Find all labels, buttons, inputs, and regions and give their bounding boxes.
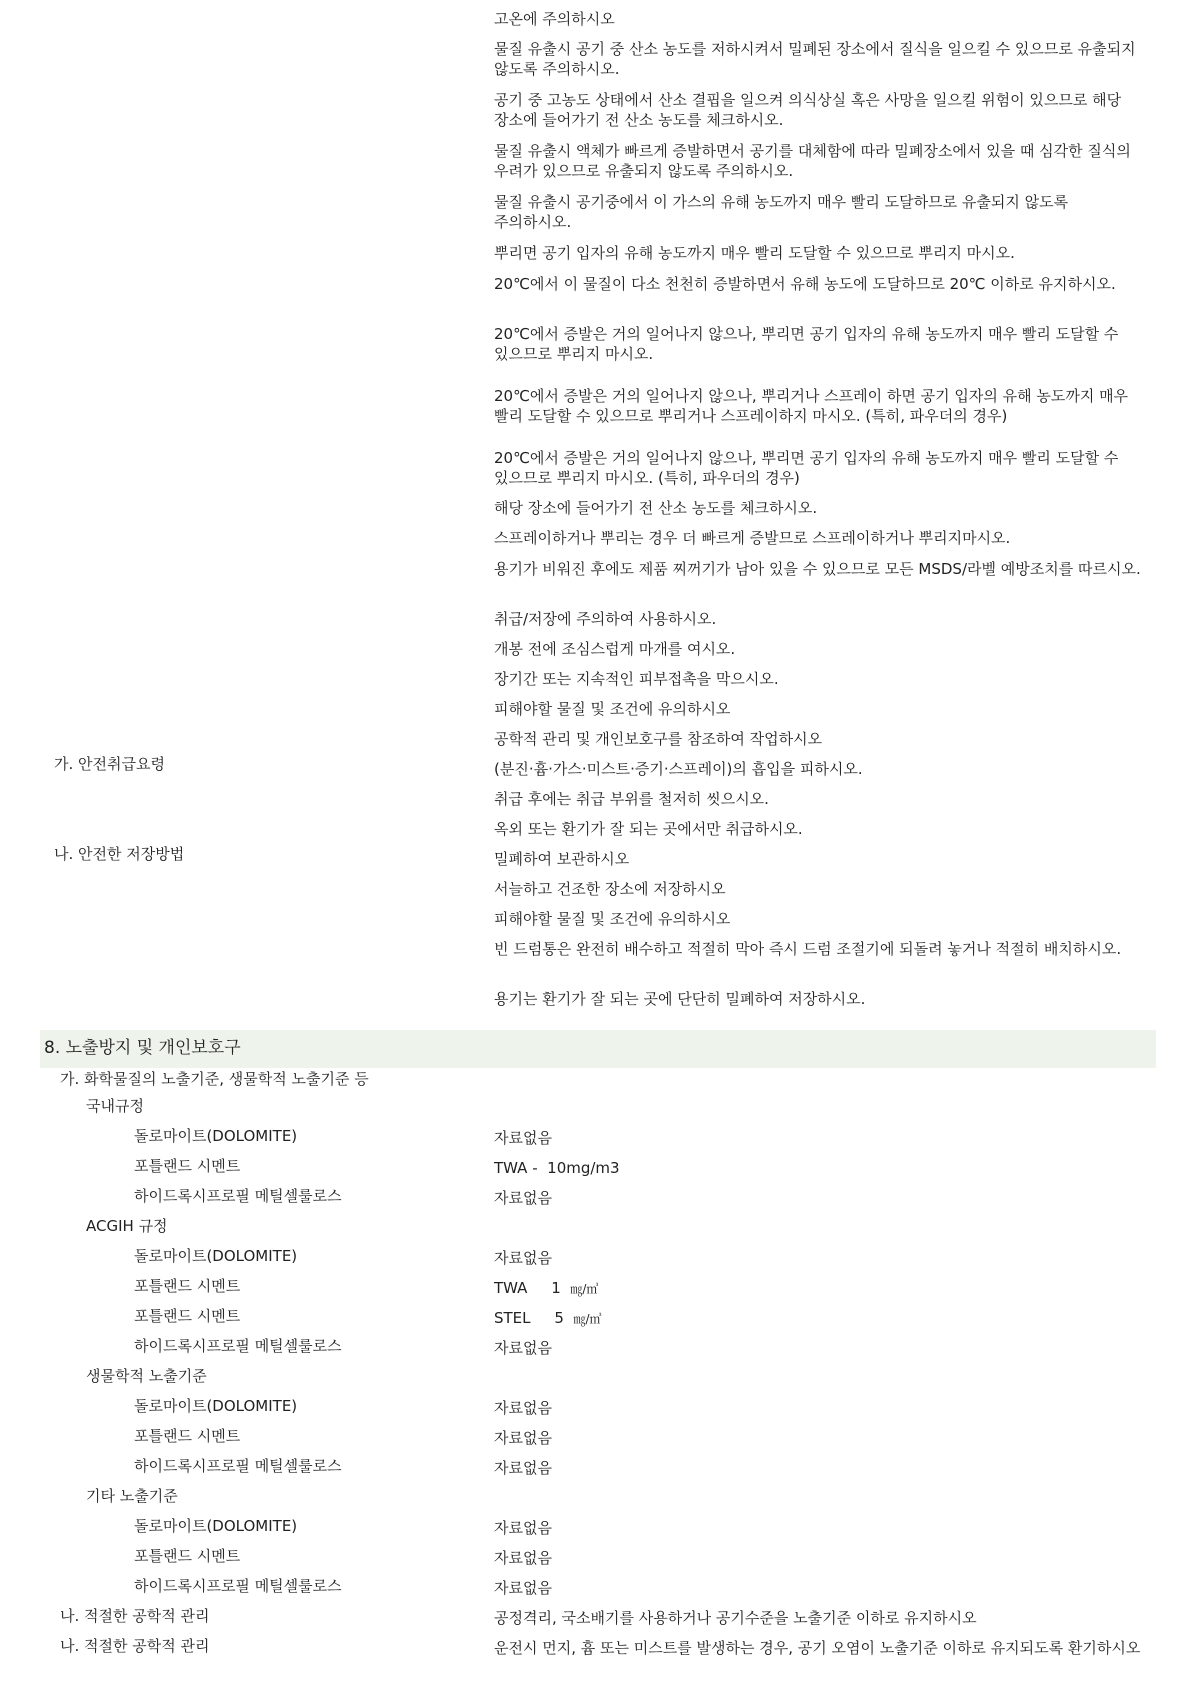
precaution-text: (분진·흄·가스·미스트·증기·스프레이)의 흡입을 피하시오. xyxy=(494,760,863,778)
precaution-text: 물질 유출시 공기 중 산소 농도를 저하시켜서 밀폐된 장소에서 질식을 일으킬 수 있으므로 유출되지 않도록 주의하시오. xyxy=(494,40,1136,78)
storage-text: 피해야할 물질 및 조건에 유의하시오 xyxy=(494,910,731,928)
exposure-value: 자료없음 xyxy=(494,1549,552,1567)
precaution-text: 해당 장소에 들어가기 전 산소 농도를 체크하시오. xyxy=(494,499,818,517)
substance-name: 포틀랜드 시멘트 xyxy=(134,1547,241,1565)
substance-name: 돌로마이트(DOLOMITE) xyxy=(134,1397,298,1415)
exposure-value-number: TWA 1 xyxy=(494,1279,561,1297)
exposure-value: 자료없음 xyxy=(494,1129,552,1147)
storage-text: 밀폐하여 보관하시오 xyxy=(494,850,630,868)
precaution-text: 뿌리면 공기 입자의 유해 농도까지 매우 빨리 도달할 수 있으므로 뿌리지 마시오. xyxy=(494,244,1015,262)
substance-name: 돌로마이트(DOLOMITE) xyxy=(134,1127,298,1145)
precaution-text: 물질 유출시 액체가 빠르게 증발하면서 공기를 대체함에 따라 밀폐장소에서 있을 때 심각한 질식의 우려가 있으므로 유출되지 않도록 주의하시오. xyxy=(494,142,1131,180)
precaution-text: 개봉 전에 조심스럽게 마개를 여시오. xyxy=(494,640,736,658)
exposure-value: 자료없음 xyxy=(494,1399,552,1417)
group-label: 생물학적 노출기준 xyxy=(86,1367,207,1385)
safe-handling-label: 가. 안전취급요령 xyxy=(54,755,165,773)
group-label: 국내규정 xyxy=(86,1097,144,1115)
precaution-text: 용기가 비워진 후에도 제품 찌꺼기가 남아 있을 수 있으므로 모든 MSDS/라벨 예방조치를 따르시오. xyxy=(494,560,1141,578)
precaution-text: 취급 후에는 취급 부위를 철저히 씻으시오. xyxy=(494,790,769,808)
substance-name: 포틀랜드 시멘트 xyxy=(134,1277,241,1295)
precaution-text: 취급/저장에 주의하여 사용하시오. xyxy=(494,610,717,628)
engineering-control-text: 공정격리, 국소배기를 사용하거나 공기수준을 노출기준 이하로 유지하시오 xyxy=(494,1609,977,1627)
precaution-text: 피해야할 물질 및 조건에 유의하시오 xyxy=(494,700,731,718)
substance-name: 포틀랜드 시멘트 xyxy=(134,1157,241,1175)
precaution-text: 고온에 주의하시오 xyxy=(494,10,615,28)
substance-name: 하이드록시프로필 메틸셀룰로스 xyxy=(134,1337,342,1355)
substance-name: 하이드록시프로필 메틸셀룰로스 xyxy=(134,1187,342,1205)
exposure-value: 자료없음 xyxy=(494,1519,552,1537)
engineering-control-label: 나. 적절한 공학적 관리 xyxy=(60,1607,210,1625)
section-title: 8. 노출방지 및 개인보호구 xyxy=(44,1038,241,1058)
exposure-value: 자료없음 xyxy=(494,1459,552,1477)
substance-name: 하이드록시프로필 메틸셀룰로스 xyxy=(134,1577,342,1595)
group-label: 기타 노출기준 xyxy=(86,1487,178,1505)
precaution-text: 옥외 또는 환기가 잘 되는 곳에서만 취급하시오. xyxy=(494,820,803,838)
precaution-text: 공학적 관리 및 개인보호구를 참조하여 작업하시오 xyxy=(494,730,823,748)
substance-name: 하이드록시프로필 메틸셀룰로스 xyxy=(134,1457,342,1475)
precaution-text: 20℃에서 증발은 거의 일어나지 않으나, 뿌리거나 스프레이 하면 공기 입자의 유해 농도까지 매우 빨리 도달할 수 있으므로 뿌리거나 스프레이하지 마시오. (특히, 파우더의 경우) xyxy=(494,387,1129,425)
engineering-control-text: 운전시 먼지, 흄 또는 미스트를 발생하는 경우, 공기 오염이 노출기준 이하로 유지되도록 환기하시오 xyxy=(494,1639,1141,1657)
substance-name: 포틀랜드 시멘트 xyxy=(134,1427,241,1445)
precaution-text: 물질 유출시 공기중에서 이 가스의 유해 농도까지 매우 빨리 도달하므로 유출되지 않도록 주의하시오. xyxy=(494,193,1069,231)
exposure-value: TWA - 10mg/m3 xyxy=(494,1159,620,1177)
exposure-value xyxy=(494,1309,602,1329)
exposure-unit: ㎎/㎥ xyxy=(570,1282,599,1296)
exposure-value xyxy=(494,1279,598,1299)
precaution-text: 20℃에서 증발은 거의 일어나지 않으나, 뿌리면 공기 입자의 유해 농도까지 매우 빨리 도달할 수 있으므로 뿌리지 마시오. xyxy=(494,325,1119,363)
precaution-text: 20℃에서 증발은 거의 일어나지 않으나, 뿌리면 공기 입자의 유해 농도까지 매우 빨리 도달할 수 있으므로 뿌리지 마시오. (특히, 파우더의 경우) xyxy=(494,449,1119,487)
exposure-value: 자료없음 xyxy=(494,1189,552,1207)
group-label: ACGIH 규정 xyxy=(86,1217,168,1235)
precaution-text: 20℃에서 이 물질이 다소 천천히 증발하면서 유해 농도에 도달하므로 20℃ 이하로 유지하시오. xyxy=(494,275,1116,293)
storage-text: 서늘하고 건조한 장소에 저장하시오 xyxy=(494,880,726,898)
substance-name: 돌로마이트(DOLOMITE) xyxy=(134,1517,298,1535)
substance-name: 포틀랜드 시멘트 xyxy=(134,1307,241,1325)
engineering-control-label: 나. 적절한 공학적 관리 xyxy=(60,1637,210,1655)
safe-storage-label: 나. 안전한 저장방법 xyxy=(54,845,185,863)
storage-text: 용기는 환기가 잘 되는 곳에 단단히 밀폐하여 저장하시오. xyxy=(494,990,866,1008)
storage-text: 빈 드럼통은 완전히 배수하고 적절히 막아 즉시 드럼 조절기에 되돌려 놓거나 적절히 배치하시오. xyxy=(494,940,1122,958)
exposure-unit: ㎎/㎥ xyxy=(573,1312,602,1326)
exposure-standards-label: 가. 화학물질의 노출기준, 생물학적 노출기준 등 xyxy=(60,1070,369,1088)
substance-name: 돌로마이트(DOLOMITE) xyxy=(134,1247,298,1265)
precaution-text: 스프레이하거나 뿌리는 경우 더 빠르게 증발므로 스프레이하거나 뿌리지마시오. xyxy=(494,529,1011,547)
exposure-value: 자료없음 xyxy=(494,1339,552,1357)
precaution-text: 장기간 또는 지속적인 피부접촉을 막으시오. xyxy=(494,670,779,688)
exposure-value: 자료없음 xyxy=(494,1249,552,1267)
exposure-value: 자료없음 xyxy=(494,1579,552,1597)
precaution-text: 공기 중 고농도 상태에서 산소 결핍을 일으켜 의식상실 혹은 사망을 일으킬 위험이 있으므로 해당 장소에 들어가기 전 산소 농도를 체크하시오. xyxy=(494,91,1122,129)
exposure-value-number: STEL 5 xyxy=(494,1309,564,1327)
exposure-value: 자료없음 xyxy=(494,1429,552,1447)
